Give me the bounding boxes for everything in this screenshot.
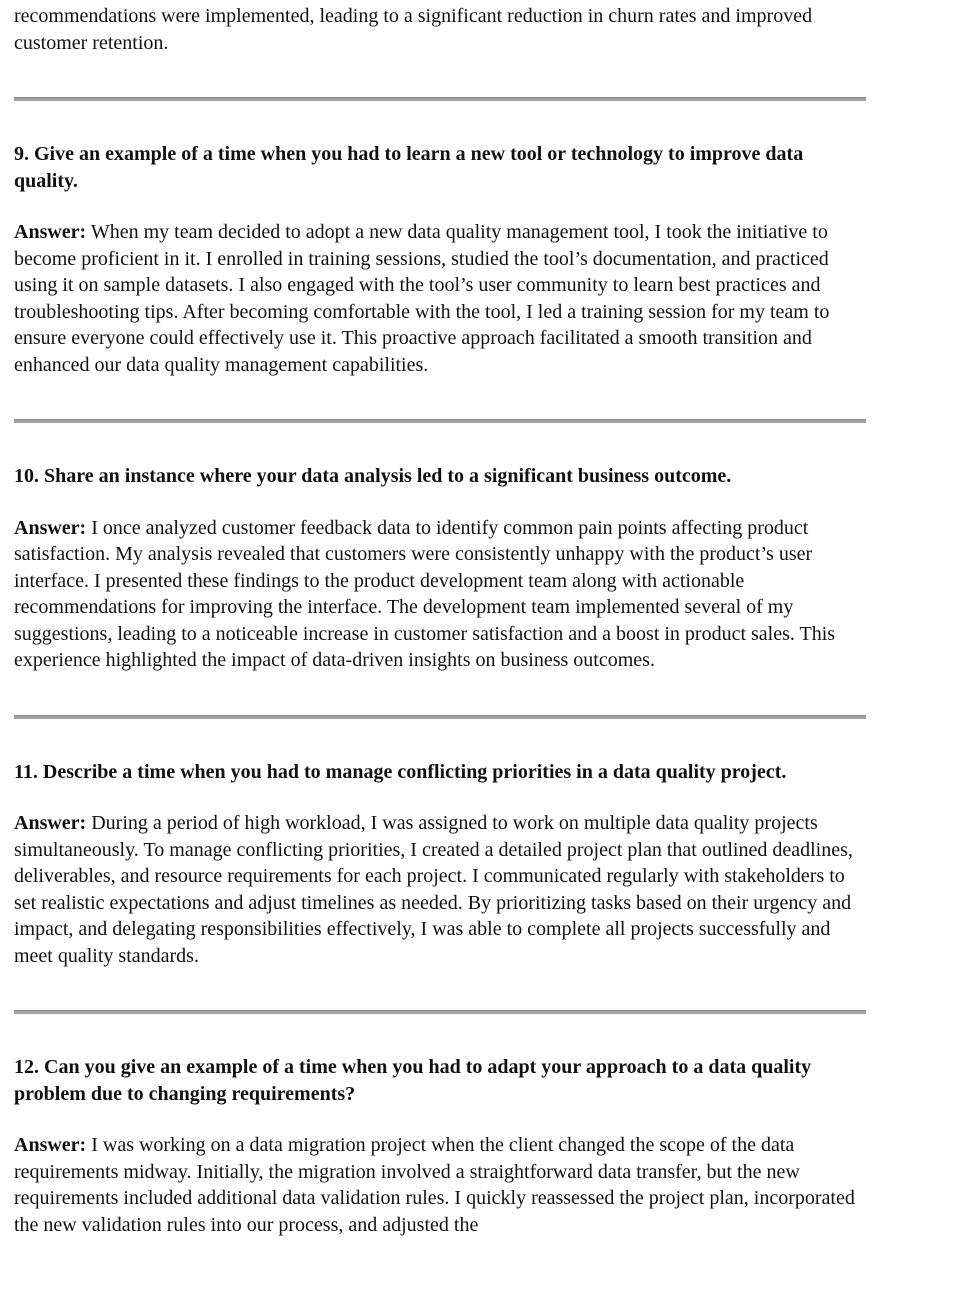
- answer-paragraph: [14, 515, 866, 674]
- answer-text: I was working on a data migration project when the client changed the scope of the data requirements midway. Initially, the migration involved a straightforward data transfer, but the new requirements included additional data validation rules. I quickly reassessed the project plan, incorporated the new validation rules into our process, and adjusted the: [14, 1134, 855, 1236]
- qa-sections: [14, 97, 866, 1238]
- question-heading: 9. Give an example of a time when you had to learn a new tool or technology to improve data quality.: [14, 143, 804, 192]
- question-heading: 10. Share an instance where your data analysis led to a significant business outcome.: [14, 465, 732, 487]
- question-heading: 12. Can you give an example of a time when you had to adapt your approach to a data quality problem due to changing requirements?: [14, 1056, 812, 1105]
- answer-label: Answer:: [14, 221, 87, 243]
- section-divider: [14, 1010, 866, 1014]
- section-divider: [14, 97, 866, 101]
- section-divider: [14, 419, 866, 423]
- answer-text: When my team decided to adopt a new data quality management tool, I took the initiative to become proficient in it. I enrolled in training sessions, studied the tool’s documentation, and practiced using it on sample datasets. I also engaged with the tool’s user community to learn best practices and troubleshooting tips. After becoming comfortable with the tool, I led a training session for my team to ensure everyone could effectively use it. This proactive approach facilitated a smooth transition and enhanced our data quality management capabilities.: [14, 221, 830, 376]
- answer-label: Answer:: [14, 1134, 87, 1156]
- answer-label: Answer:: [14, 516, 87, 539]
- answer-text: During a period of high workload, I was assigned to work on multiple data quality projects simultaneously. To manage conflicting priorities, I created a detailed project plan that outlined deadlines, deliverables, and resource requirements for each project. I communicated regularly with stakeholders to set realistic expectations and adjust timelines as needed. By prioritizing tasks based on their urgency and impact, and delegating responsibilities effectively, I was able to complete all projects successfully and meet quality standards.: [14, 812, 853, 967]
- answer-label: Answer:: [14, 812, 87, 834]
- paragraph-continuation: recommendations were implemented, leading to a significant reduction in churn rates and improved customer retention.: [14, 5, 813, 54]
- answer-paragraph: [14, 1132, 866, 1238]
- question-heading: 11. Describe a time when you had to manage conflicting priorities in a data quality project.: [14, 760, 787, 783]
- answer-text: I once analyzed customer feedback data to identify common pain points affecting product satisfaction. My analysis revealed that customers were consistently unhappy with the product’s user interface. I presented these findings to the product development team along with actionable recommendations for improving the interface. The development team implemented several of my suggestions, leading to a noticeable increase in customer satisfaction and a boost in product sales. This experience highlighted the impact of data-driven insights on business outcomes.: [14, 516, 836, 671]
- section-divider: [14, 715, 866, 719]
- answer-paragraph: [14, 810, 866, 969]
- answer-paragraph: [14, 219, 866, 378]
- document-content: [14, 3, 866, 1238]
